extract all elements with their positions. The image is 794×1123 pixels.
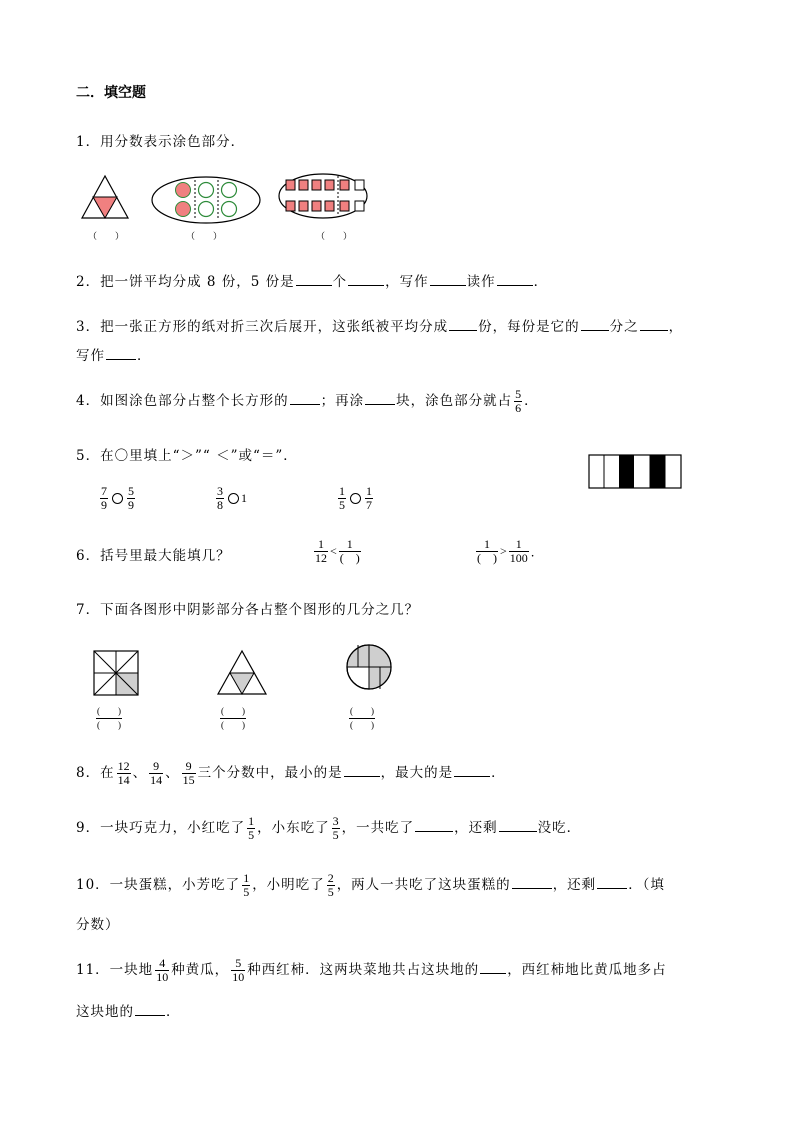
q10-text: ，两人一共吃了这块蛋糕的 [336,877,511,893]
blank[interactable] [454,763,490,777]
q3-text: 份，每份是它的 [478,319,580,335]
fraction: $\frac{5}{6}$ [515,387,522,415]
q3-text: 写作 [76,348,105,364]
question-6: 6．括号里最大能填几？ [76,548,231,564]
q2-text: ，写作 [385,274,429,290]
question-5: 5．在〇里填上“＞”“ ＜”或“＝”． [76,448,298,464]
question-7: 7．下面各图形中阴影部分各占整个图形的几分之几？ [76,602,420,618]
q9-text: ，还剩 [454,820,498,836]
q3-text: ， [668,319,684,335]
fraction: $\frac{2}{5}$ [327,871,334,899]
q10-text: ，还剩 [552,877,597,893]
q3-text: 分之 [609,319,639,335]
q5-compare-3: $\frac{1}{5}$ $\frac{1}{7}$ [339,484,372,512]
fraction: $\frac{5}{10}$ [232,956,245,984]
question-8: 8．在 $\frac{12}{14}$ 、 $\frac{9}{14}$ 、 $\frac{9}{15}$ 三个分数中，最小的是 ，最大的是 ． [76,759,506,787]
q9-text: 没吃． [537,820,582,836]
q11-text: 种黄瓜， [171,962,230,978]
q11-text: ，西红柿地比黄瓜地多占 [507,962,667,978]
q5-compare-2: $\frac{3}{8}$ 1 [217,484,247,512]
fraction: $\frac{4}{10}$ [156,956,169,984]
q9-text: ，一共吃了 [341,820,415,836]
square-with-diagonals-figure [94,651,138,695]
q7-answer-3[interactable]: $\frac{( )}{( )}$ [350,706,374,730]
q7-answer-1[interactable]: $\frac{( )}{( )}$ [97,706,121,730]
q2-text: 读作 [466,274,496,290]
fraction: $\frac{9}{14}$ [150,759,163,787]
q5-compare-1: $\frac{7}{9}$ $\frac{5}{9}$ [101,484,134,512]
blank[interactable] [344,763,380,777]
q9-text: ，小东吃了 [257,820,330,836]
q8-text: 三个分数中，最小的是 [197,765,343,781]
q2-text: 个 [332,274,348,290]
section-title: 二．填空题 [76,85,146,101]
blank[interactable] [512,875,552,889]
q1-answer-3: （ ） [316,231,353,241]
fraction: $\frac{1}{5}$ [248,814,255,842]
q6-inequality-2: $\frac{1}{( )}$ > $\frac{1}{100}$ ． [477,537,543,565]
question-9 [76,815,581,842]
q8-text: ． [491,765,506,781]
fraction: $\frac{3}{5}$ [332,814,339,842]
blank[interactable] [499,818,537,832]
q4-text: 4．如图涂色部分占整个长方形的 [76,393,289,409]
circle-figure [347,645,391,689]
triangle-figure [218,651,266,694]
q9-text: 9．一块巧克力，小红吃了 [76,820,246,836]
question-10 [76,872,665,899]
q4-text: ；再涂 [320,393,365,409]
q8-text: ，最大的是 [380,765,454,781]
q7-answer-2[interactable]: $\frac{( )}{( )}$ [221,706,245,730]
q11-text: 这块地的 [76,1004,134,1020]
q6-inequality-1: $\frac{1}{12}$ < $\frac{1}{( )}$ [315,537,360,565]
q11-text: ． [166,1004,181,1020]
q4-text: ． [524,393,539,409]
fraction: $\frac{1}{5}$ [243,871,250,899]
q10-text: ．（填 [628,877,665,893]
blank[interactable] [415,818,453,832]
question-11-cont [76,1000,181,1020]
fraction: $\frac{9}{15}$ [182,759,195,787]
q10-text: ，小明吃了 [252,877,325,893]
blank[interactable] [480,960,506,974]
blank[interactable] [597,875,627,889]
q11-text: 种西红柿．这两块菜地共占这块地的 [247,962,480,978]
q3-text: ． [137,348,152,364]
question-1: 1．用分数表示涂色部分． [76,134,246,150]
blank[interactable] [135,1002,165,1016]
question-10-cont: 分数） [76,917,120,933]
q10-text: 10．一块蛋糕，小芳吃了 [76,877,241,893]
q2-text: ． [533,274,549,290]
q1-answer-1: （ ） [88,231,125,241]
q8-text: 8．在 [76,765,115,781]
question-11 [76,957,667,984]
q11-text: 11．一块地 [76,962,154,978]
q1-answer-2: （ ） [186,231,223,241]
q2-text: 2．把一饼平均分成 8 份，5 份是 [76,274,295,290]
answer-paren[interactable]: ( ) [339,551,360,565]
q4-text: 块，涂色部分就占 [396,393,513,409]
fraction: $\frac{12}{14}$ [117,759,130,787]
answer-paren[interactable]: ( ) [477,551,497,565]
q3-text: 3．把一张正方形的纸对折三次后展开，这张纸被平均分成 [76,319,449,335]
